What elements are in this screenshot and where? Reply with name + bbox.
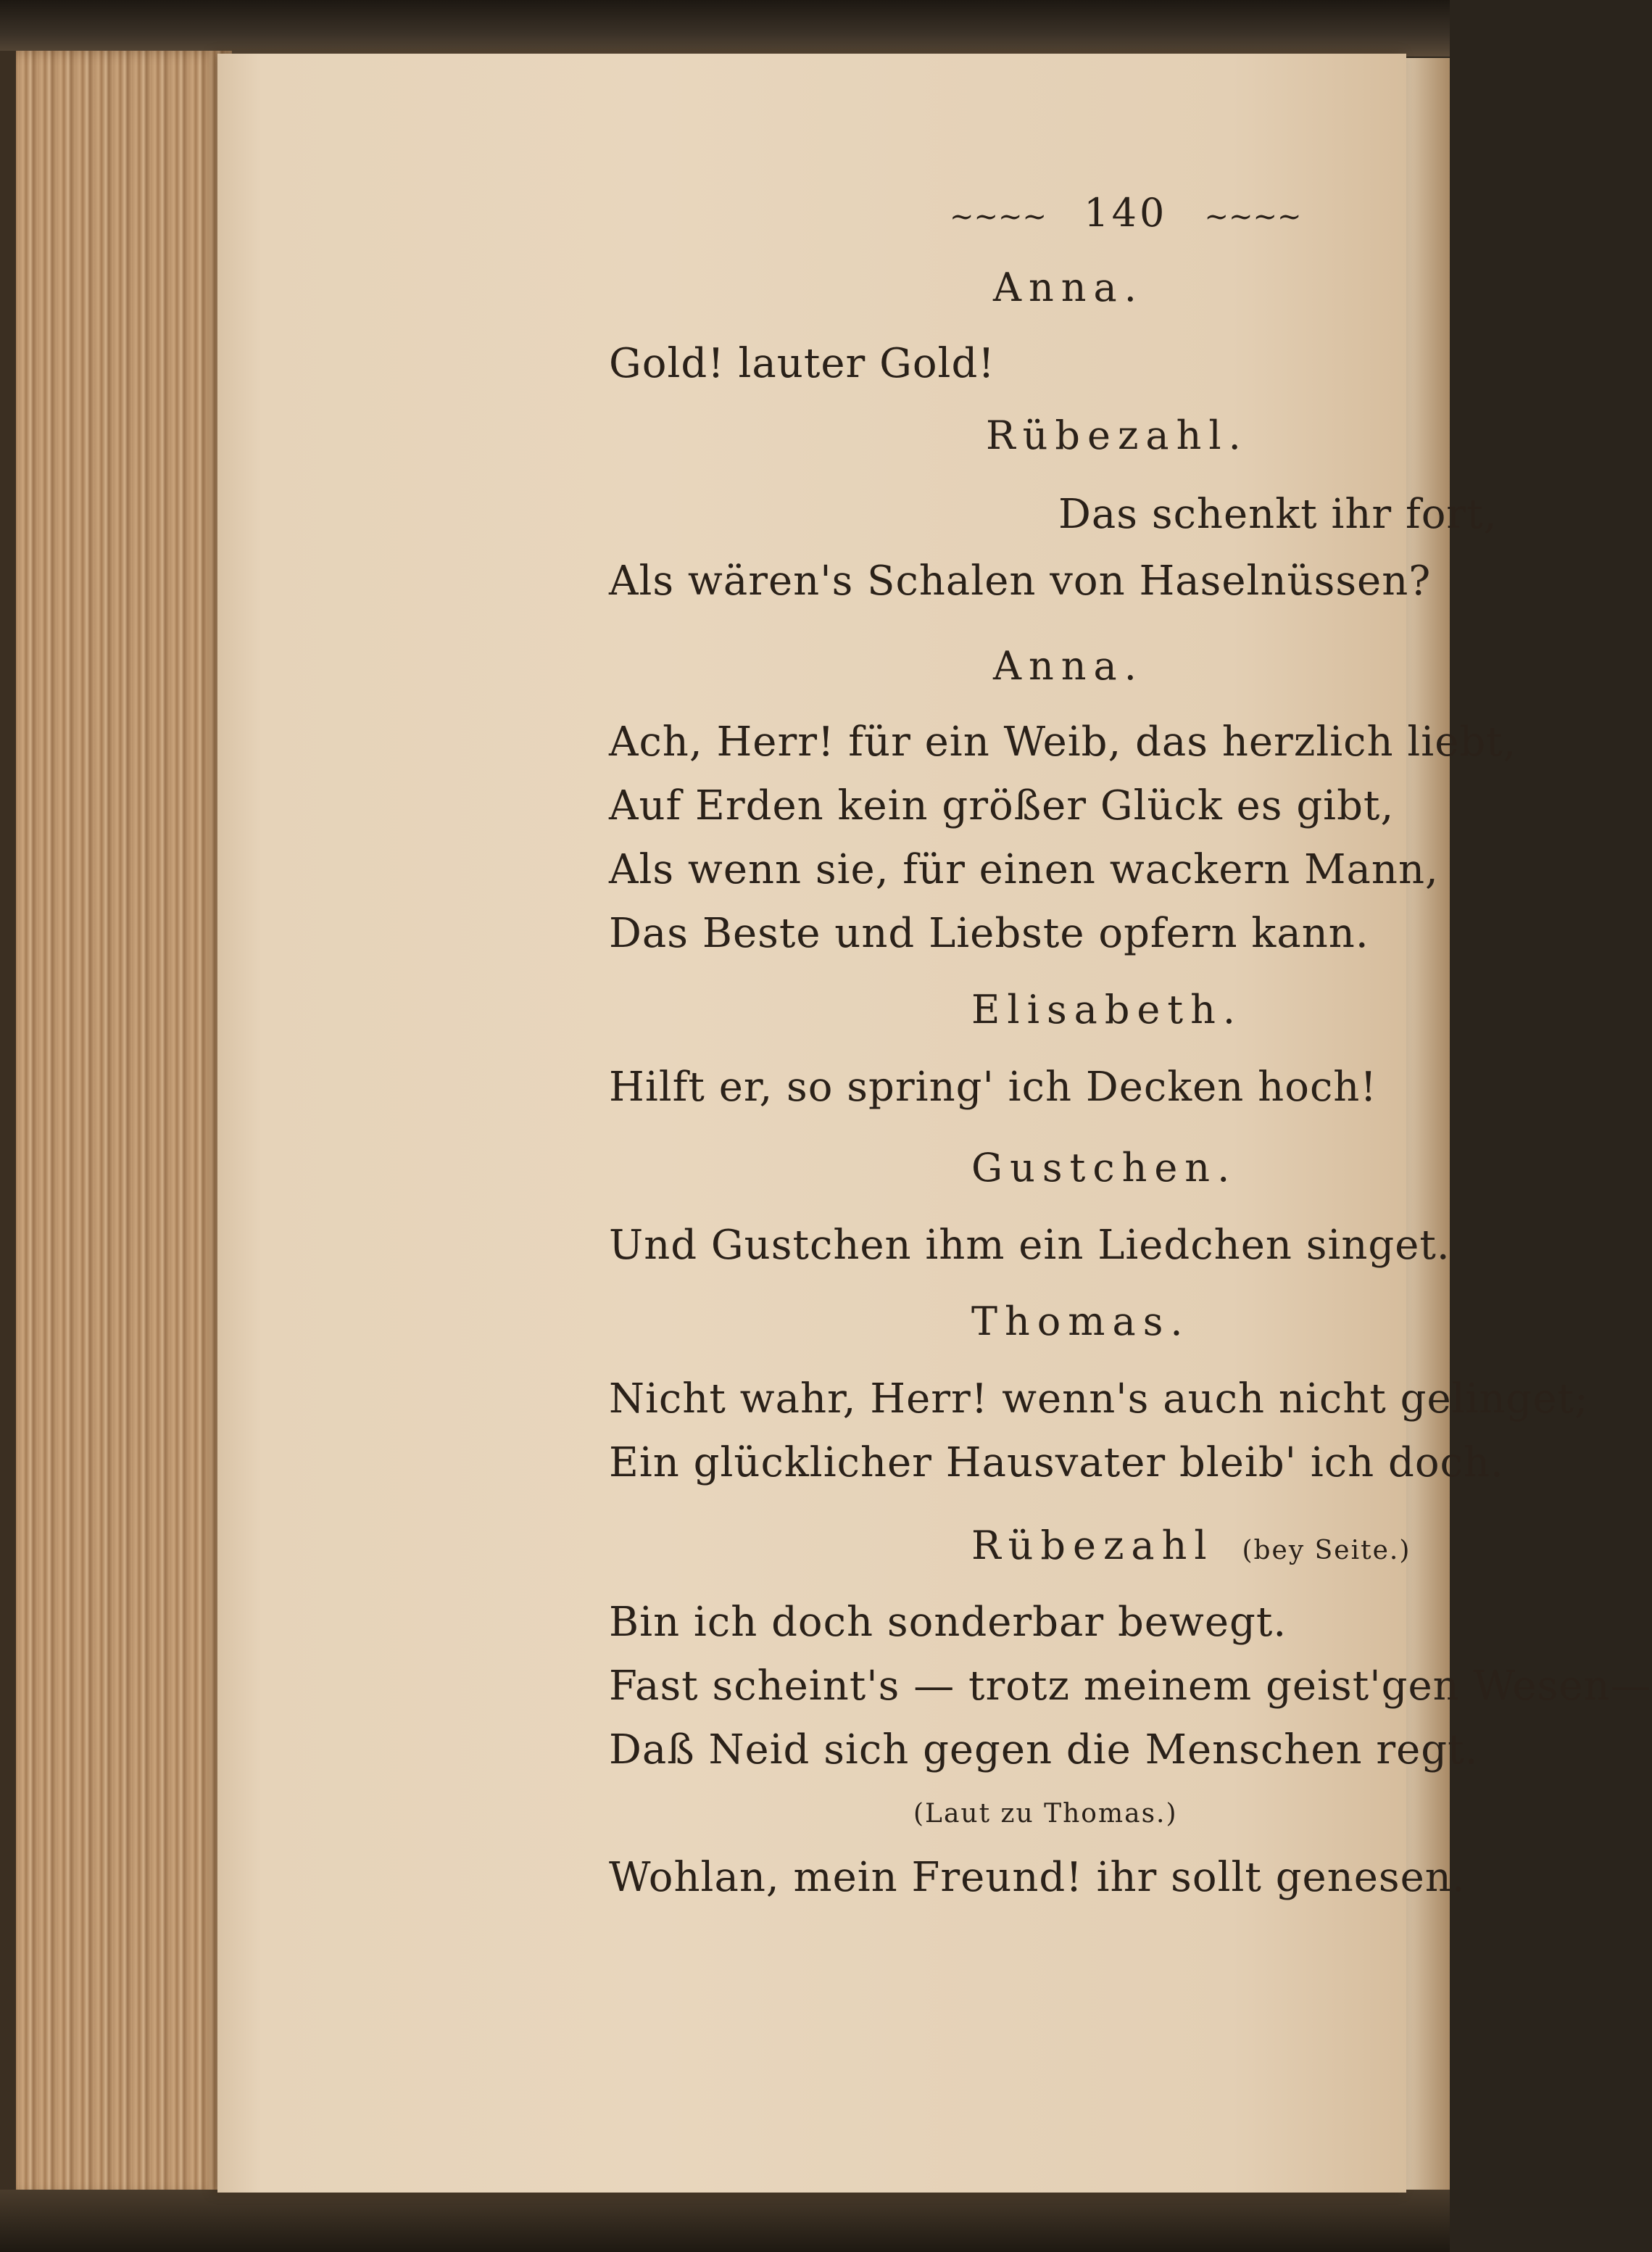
speaker-name: Anna. bbox=[993, 265, 1144, 310]
verse-line: Als wären's Schalen von Haselnüssen? bbox=[609, 558, 1432, 605]
stage-note: (bey Seite.) bbox=[1242, 1536, 1411, 1565]
header-ornament-left: ~~~~ bbox=[950, 200, 1047, 233]
verse-line: Fast scheint's — trotz meinem geist'gen Wesen— bbox=[609, 1663, 1652, 1710]
book-binding-bottom bbox=[0, 2190, 1450, 2252]
speaker-name: Gustchen. bbox=[971, 1145, 1237, 1191]
page-number: 140 bbox=[1084, 190, 1168, 236]
header-ornament-right: ~~~~ bbox=[1204, 200, 1302, 233]
speaker-with-note bbox=[971, 1523, 1411, 1568]
page-header bbox=[950, 190, 1302, 236]
verse-line: Hilft er, so spring' ich Decken hoch! bbox=[609, 1064, 1377, 1111]
verse-line: Das schenkt ihr fort, bbox=[1058, 491, 1498, 538]
verse-line: Bin ich doch sonderbar bewegt. bbox=[609, 1599, 1287, 1646]
verse-line: Wohlan, mein Freund! ihr sollt genesen. bbox=[609, 1854, 1466, 1901]
verse-line: Und Gustchen ihm ein Liedchen singet. bbox=[609, 1222, 1450, 1269]
verse-line: Das Beste und Liebste opfern kann. bbox=[609, 910, 1369, 957]
stage-direction: (Laut zu Thomas.) bbox=[913, 1799, 1178, 1829]
verse-line: Gold! lauter Gold! bbox=[609, 340, 995, 387]
book-page bbox=[217, 54, 1652, 2193]
speaker-name: Rübezahl. bbox=[986, 413, 1248, 458]
book-binding-top bbox=[0, 0, 1450, 57]
speaker-name: Anna. bbox=[993, 643, 1144, 689]
speaker-name: Rübezahl bbox=[971, 1523, 1214, 1568]
verse-line: Ein glücklicher Hausvater bleib' ich doch. bbox=[609, 1439, 1504, 1486]
verse-line: Ach, Herr! für ein Weib, das herzlich liebt, bbox=[609, 719, 1517, 766]
speaker-name: Thomas. bbox=[971, 1299, 1190, 1344]
book-cover-edge bbox=[0, 51, 16, 2197]
verse-line: Nicht wahr, Herr! wenn's auch nicht gelinget; bbox=[609, 1375, 1589, 1423]
verse-line: Auf Erden kein größer Glück es gibt, bbox=[609, 782, 1395, 829]
verse-line: Daß Neid sich gegen die Menschen regt. bbox=[609, 1726, 1479, 1773]
page-stack-edges bbox=[0, 51, 232, 2197]
verse-line: Als wenn sie, für einen wackern Mann, bbox=[609, 846, 1439, 893]
speaker-name: Elisabeth. bbox=[971, 987, 1243, 1032]
